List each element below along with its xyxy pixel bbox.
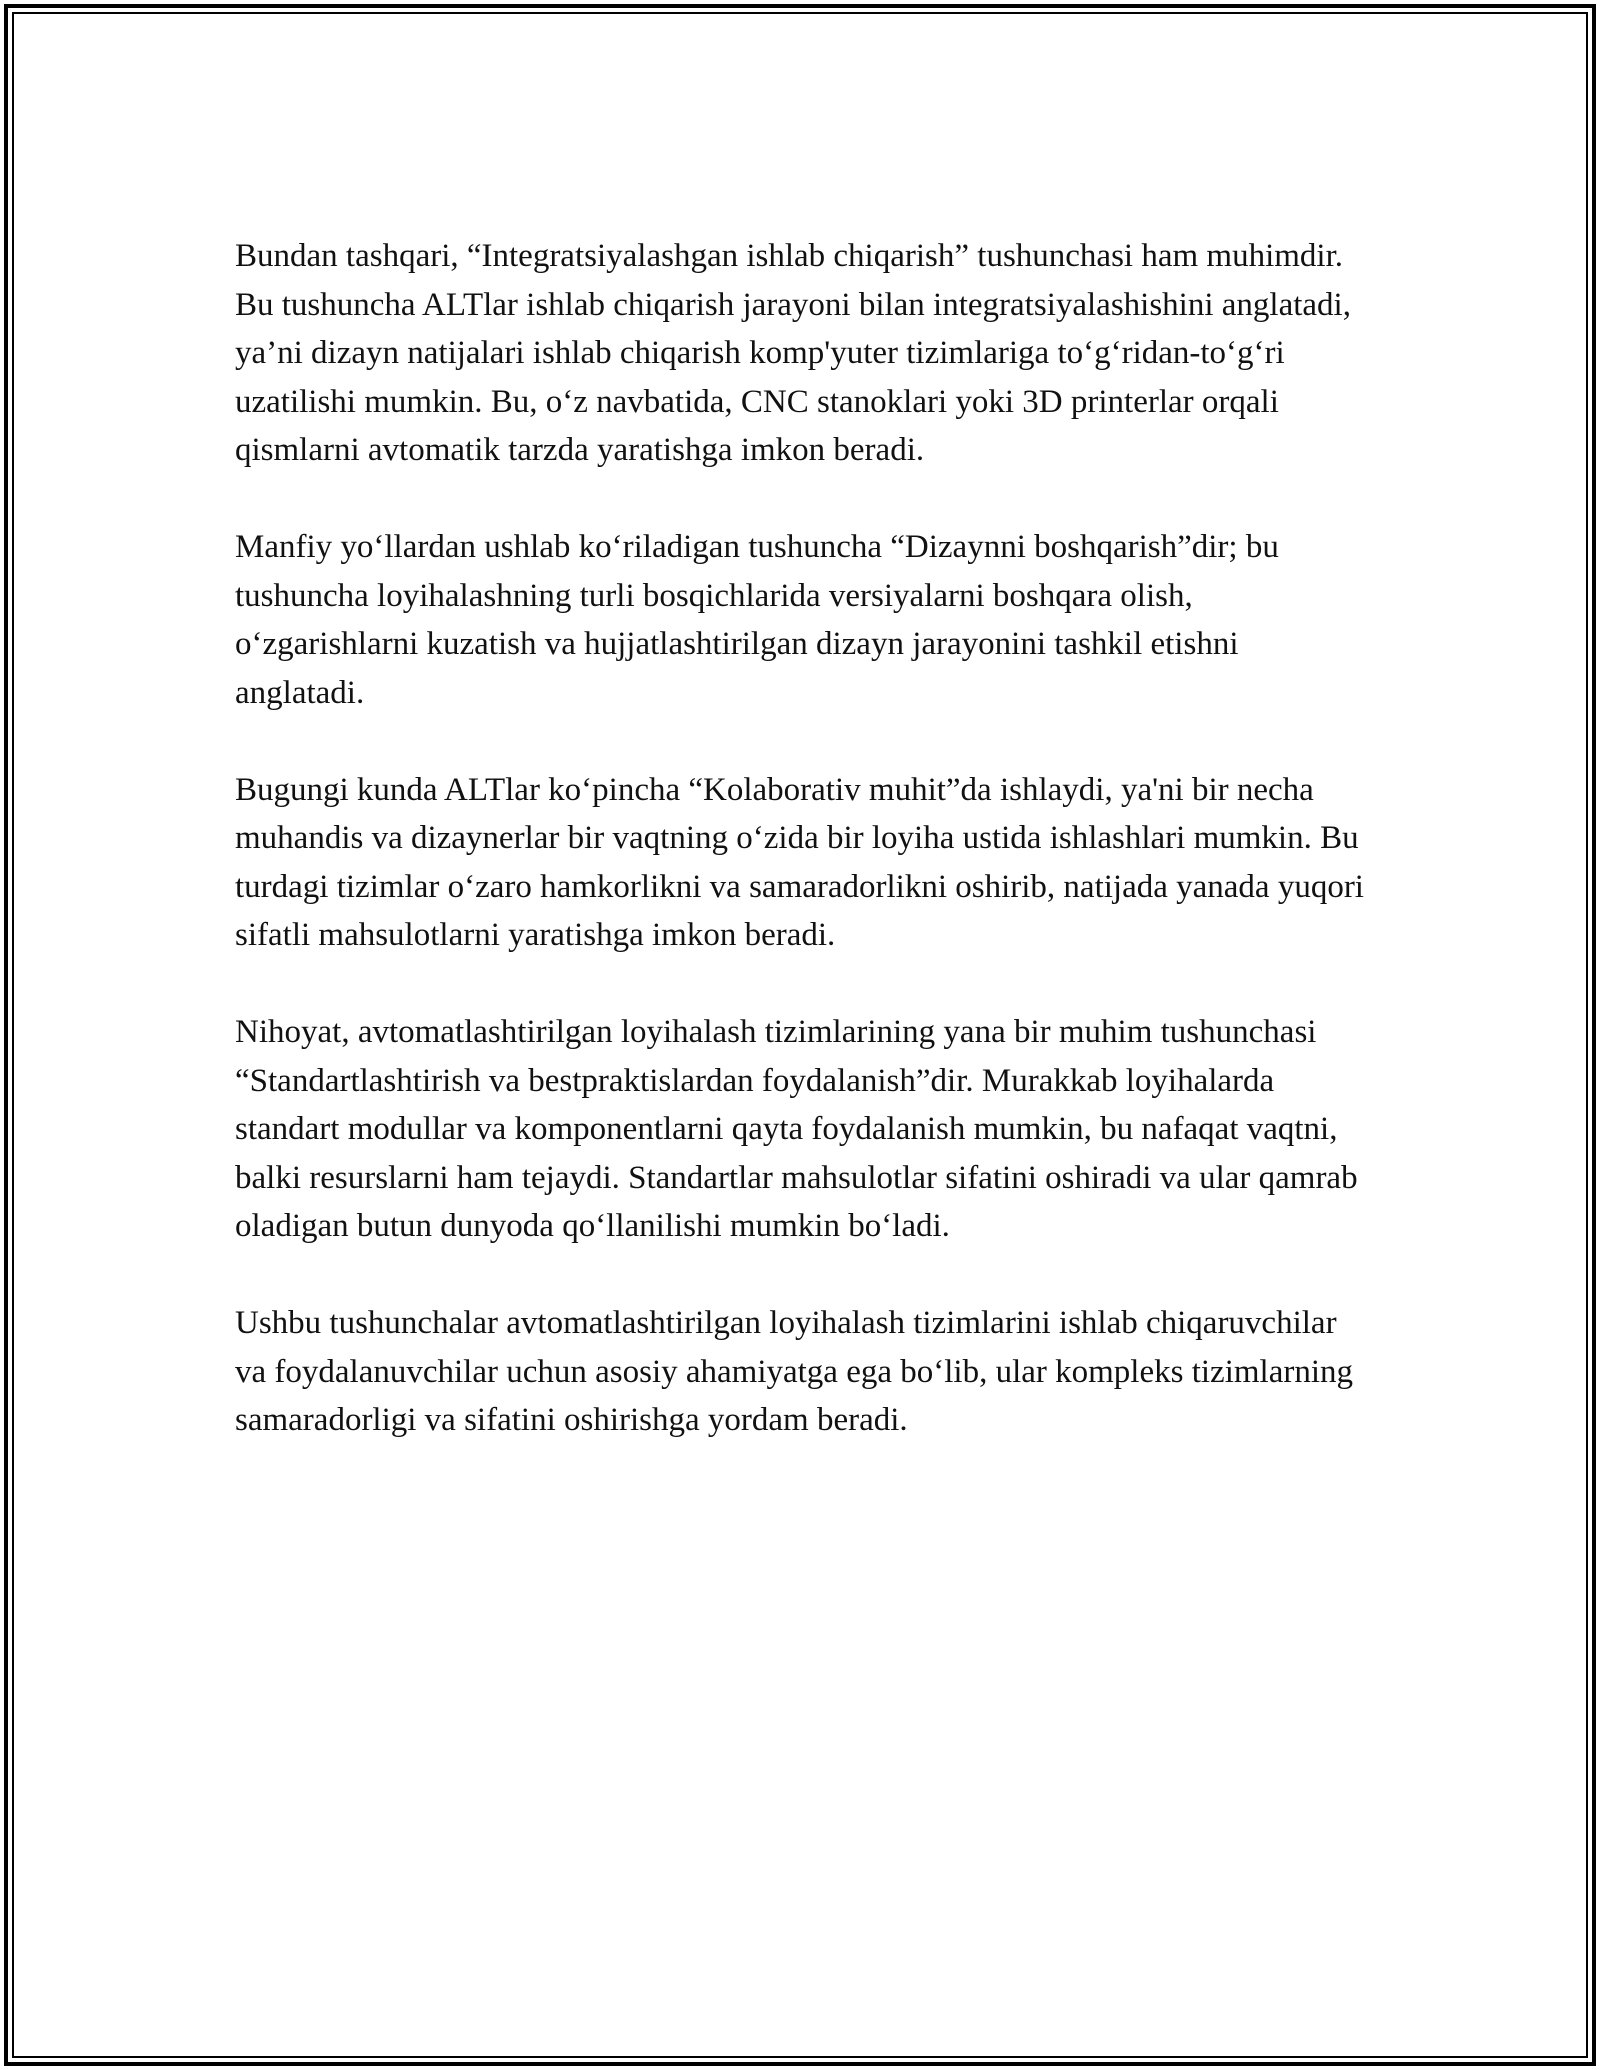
paragraph-integrated-manufacturing: Bundan tashqari, “Integratsiyalashgan ishlab chiqarish” tushunchasi ham muhimdir. Bu tushuncha ALTlar ishlab chiqarish jarayoni bilan integratsiyalashishini anglatadi, ya’ni dizayn natijalari ishlab chiqarish komp'yuter tizimlariga to‘g‘ridan-to‘g‘ri uzatilishi mumkin. Bu, o‘z navbatida, CNC stanoklari yoki 3D printerlar orqali qismlarni avtomatik tarzda yaratishga imkon beradi. [235,238,1351,468]
paragraph-design-management: Manfiy yo‘llardan ushlab ko‘riladigan tushuncha “Dizaynni boshqarish”dir; bu tushuncha loyihalashning turli bosqichlarida versiyalarni boshqara olish, o‘zgarishlarni kuzatish va hujjatlashtirilgan dizayn jarayonini tashkil etishni anglatadi. [235,529,1279,711]
paragraph-collaborative-environment: Bugungi kunda ALTlar ko‘pincha “Kolaborativ muhit”da ishlaydi, ya'ni bir necha muhandis va dizaynerlar bir vaqtning o‘zida bir loyiha ustida ishlashlari mumkin. Bu turdagi tizimlar o‘zaro hamkorlikni va samaradorlikni oshirib, natijada yanada yuqori sifatli mahsulotlarni yaratishga imkon beradi. [235,771,1364,953]
paragraph-standardization: Nihoyat, avtomatlashtirilgan loyihalash tizimlarining yana bir muhim tushunchasi “Standartlashtirish va bestpraktislardan foydalanish”dir. Murakkab loyihalarda standart modullar va komponentlarni qayta foydalanish mumkin, bu nafaqat vaqtni, balki resurslarni ham tejaydi. Standartlar mahsulotlar sifatini oshiradi va ular qamrab oladigan butun dunyoda qo‘llanilishi mumkin bo‘ladi. [235,1014,1358,1244]
paragraph-conclusion: Ushbu tushunchalar avtomatlashtirilgan loyihalash tizimlarini ishlab chiqaruvchilar va foydalanuvchilar uchun asosiy ahamiyatga ega bo‘lib, ular kompleks tizimlarning samaradorligi va sifatini oshirishga yordam beradi. [235,1305,1354,1438]
document-body [235,232,1375,1445]
